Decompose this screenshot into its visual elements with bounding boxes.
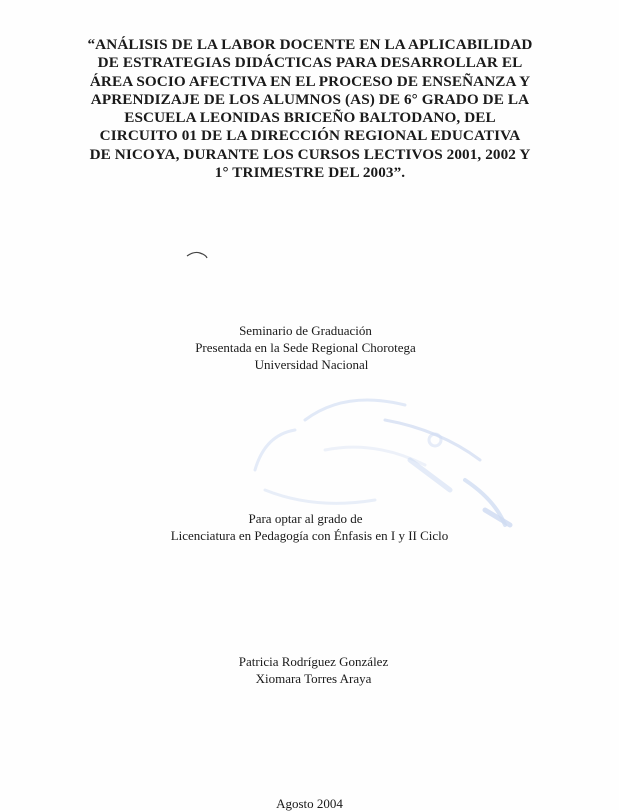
- author-name: Xiomara Torres Araya: [255, 671, 372, 686]
- author-name: Patricia Rodríguez González: [238, 654, 389, 669]
- seminar-block: [0, 322, 619, 373]
- title-line: CIRCUITO 01 DE LA DIRECCIÓN REGIONAL EDUCATIVA: [99, 127, 521, 145]
- seminar-line: Seminario de Graduación: [239, 323, 372, 338]
- authors-block: [0, 653, 619, 687]
- submission-date: Agosto 2004: [276, 796, 343, 811]
- pen-stroke-mark: [186, 250, 208, 260]
- university-name: Universidad Nacional: [254, 357, 369, 372]
- degree-name: Licenciatura en Pedagogía con Énfasis en I y II Ciclo: [170, 528, 449, 543]
- title-line: DE NICOYA, DURANTE LOS CURSOS LECTIVOS 2001, 2002 Y: [89, 145, 531, 163]
- degree-line: Para optar al grado de: [248, 511, 363, 526]
- title-line: ESCUELA LEONIDAS BRICEÑO BALTODANO, DEL: [124, 109, 496, 127]
- title-line: “ANÁLISIS DE LA LABOR DOCENTE EN LA APLICABILIDAD: [87, 36, 533, 53]
- thesis-title: [40, 36, 580, 182]
- title-line: DE ESTRATEGIAS DIDÁCTICAS PARA DESARROLLAR EL: [97, 54, 523, 72]
- title-line: ÁREA SOCIO AFECTIVA EN EL PROCESO DE ENSEÑANZA Y: [89, 72, 531, 90]
- seminar-line: Presentada en la Sede Regional Chorotega: [195, 340, 416, 355]
- title-line: APRENDIZAJE DE LOS ALUMNOS (AS) DE 6° GRADO DE LA: [90, 90, 530, 108]
- degree-block: [0, 510, 619, 544]
- title-line: 1° TRIMESTRE DEL 2003”.: [214, 164, 406, 182]
